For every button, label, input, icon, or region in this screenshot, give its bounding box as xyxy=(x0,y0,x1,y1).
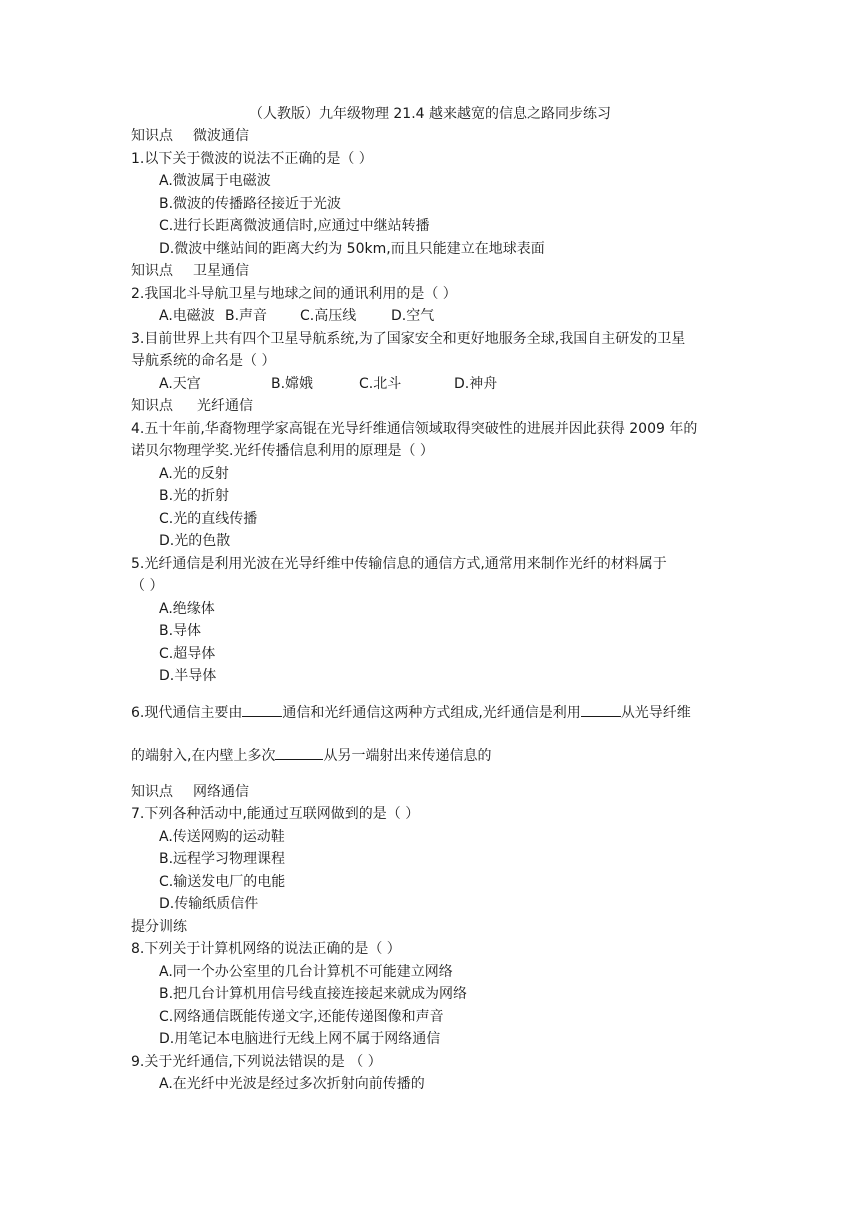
question-3-option-a: A.天宫 xyxy=(159,375,201,392)
question-6-line-1 xyxy=(131,701,731,724)
question-3-option-c: C.北斗 xyxy=(359,375,402,392)
section-heading-practice: 提分训练 xyxy=(131,918,187,935)
section-name: 微波通信 xyxy=(193,128,249,144)
question-4-option-a: A.光的反射 xyxy=(159,465,229,482)
section-label: 知识点 xyxy=(131,263,173,279)
question-7-option-b: B.远程学习物理课程 xyxy=(159,851,286,867)
section-name: 光纤通信 xyxy=(197,398,253,414)
question-1-option-d: D.微波中继站间的距离大约为 50km,而且只能建立在地球表面 xyxy=(159,240,545,257)
section-name: 卫星通信 xyxy=(193,263,249,279)
question-9-option-a: A.在光纤中光波是经过多次折射向前传播的 xyxy=(159,1076,425,1092)
question-7-option-c: C.输送发电厂的电能 xyxy=(159,873,286,890)
question-3-option-b: B.嫦娥 xyxy=(271,375,314,392)
question-4-option-b: B.光的折射 xyxy=(159,488,230,504)
question-5-option-a: A.绝缘体 xyxy=(159,600,215,617)
question-2-option-c: C.高压线 xyxy=(300,308,357,324)
question-1-option-a: A.微波属于电磁波 xyxy=(159,173,271,189)
question-5-option-d: D.半导体 xyxy=(159,668,217,684)
question-5-stem-line-2: （ ） xyxy=(131,578,164,594)
section-heading-network xyxy=(131,781,731,804)
question-2-options xyxy=(131,305,731,328)
section-label: 知识点 xyxy=(131,128,173,144)
question-6-text: 的端射入,在内壁上多次 xyxy=(131,748,276,764)
answer-blank[interactable] xyxy=(242,701,282,717)
answer-blank[interactable] xyxy=(275,744,323,760)
question-3-option-d: D.神舟 xyxy=(454,375,498,392)
section-name: 网络通信 xyxy=(193,783,249,800)
question-6-text: 从另一端射出来传递信息的 xyxy=(323,748,492,764)
question-7-option-d: D.传输纸质信件 xyxy=(159,896,259,912)
question-5-stem-line-1: 5.光纤通信是利用光波在光导纤维中传输信息的通信方式,通常用来制作光纤的材料属于 xyxy=(131,555,667,572)
question-6-text: 通信和光纤通信这两种方式组成,光纤通信是利用 xyxy=(282,704,581,721)
question-4-option-c: C.光的直线传播 xyxy=(159,510,258,527)
question-3-stem-line-2: 导航系统的命名是（ ） xyxy=(131,353,276,369)
question-3-stem-line-1: 3.目前世界上共有四个卫星导航系统,为了国家安全和更好地服务全球,我国自主研发的卫星 xyxy=(131,330,686,347)
question-2-option-a: A.电磁波 xyxy=(159,308,215,324)
question-2-stem: 2.我国北斗导航卫星与地球之间的通讯利用的是（ ） xyxy=(131,285,457,302)
question-6-text: 从光导纤维 xyxy=(620,704,691,721)
question-8-option-c: C.网络通信既能传递文字,还能传递图像和声音 xyxy=(159,1008,444,1025)
question-1-option-c: C.进行长距离微波通信时,应通过中继站转播 xyxy=(159,218,430,234)
question-1-option-b: B.微波的传播路径接近于光波 xyxy=(159,195,342,212)
section-heading-satellite xyxy=(131,260,731,283)
document-body xyxy=(131,125,731,1096)
question-4-stem-line-1: 4.五十年前,华裔物理学家高锟在光导纤维通信领域取得突破性的进展并因此获得 2009 年的 xyxy=(131,420,698,437)
question-5-option-b: B.导体 xyxy=(159,623,202,639)
question-6-text: 6.现代通信主要由 xyxy=(131,704,243,721)
question-7-option-a: A.传送网购的运动鞋 xyxy=(159,828,285,845)
section-heading-fiber xyxy=(131,395,731,418)
question-9-stem: 9.关于光纤通信,下列说法错误的是 （ ） xyxy=(131,1053,382,1070)
section-heading-microwave xyxy=(131,125,731,148)
question-8-option-b: B.把几台计算机用信号线直接连接起来就成为网络 xyxy=(159,986,468,1002)
question-8-option-a: A.同一个办公室里的几台计算机不可能建立网络 xyxy=(159,963,453,980)
question-8-option-d: D.用笔记本电脑进行无线上网不属于网络通信 xyxy=(159,1031,441,1047)
question-4-option-d: D.光的色散 xyxy=(159,533,231,549)
question-2-option-d: D.空气 xyxy=(391,308,435,324)
section-label: 知识点 xyxy=(131,398,173,414)
question-6-line-2 xyxy=(131,744,731,767)
question-1-stem: 1.以下关于微波的说法不正确的是（ ） xyxy=(131,150,373,167)
question-7-stem: 7.下列各种活动中,能通过互联网做到的是（ ） xyxy=(131,806,420,822)
document-title: （人教版）九年级物理 21.4 越来越宽的信息之路同步练习 xyxy=(248,106,612,122)
question-3-options xyxy=(131,373,731,396)
question-8-stem: 8.下列关于计算机网络的说法正确的是（ ） xyxy=(131,941,401,957)
question-2-option-b: B.声音 xyxy=(225,308,268,324)
question-5-option-c: C.超导体 xyxy=(159,645,216,662)
section-label: 知识点 xyxy=(131,783,173,800)
question-4-stem-line-2: 诺贝尔物理学奖.光纤传播信息利用的原理是（ ） xyxy=(131,443,434,459)
answer-blank[interactable] xyxy=(581,701,621,717)
